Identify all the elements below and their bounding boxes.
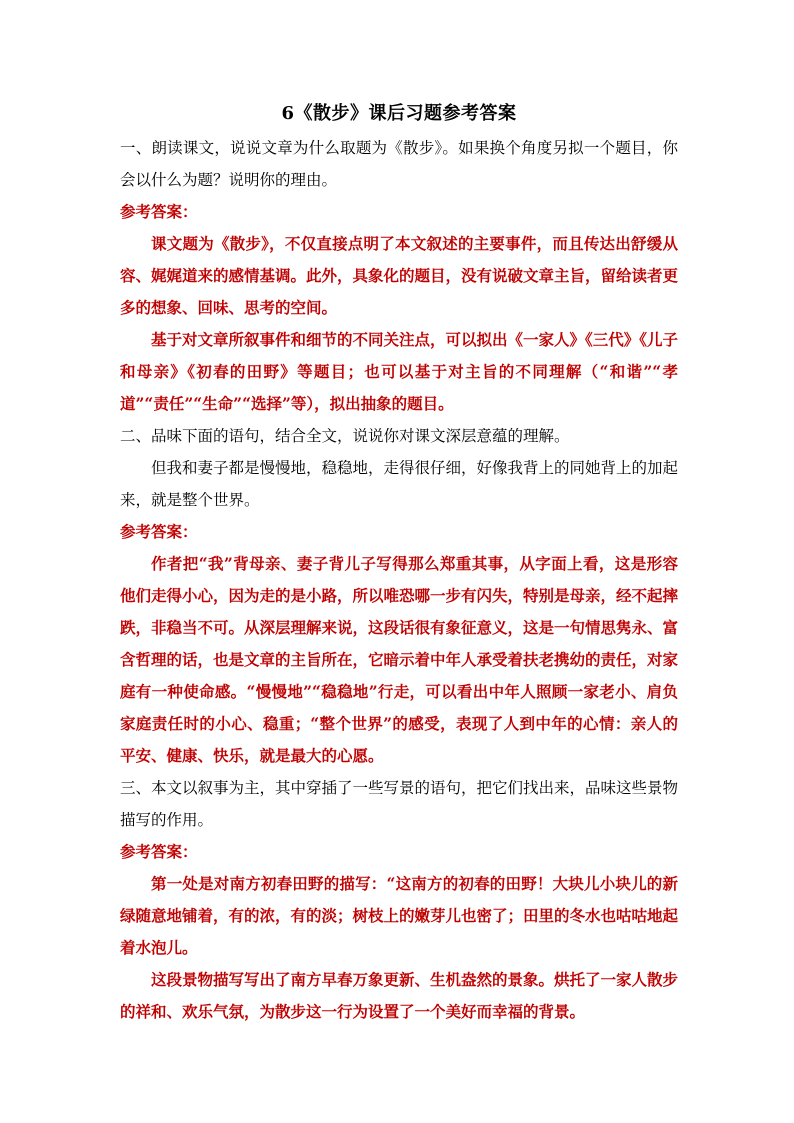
answer-label-3: 参考答案： [120,842,198,861]
question-2: 二、品味下面的语句，结合全文，说说你对课文深层意蕴的理解。 [120,427,570,445]
question-1: 一、朗读课文，说说文章为什么取题为《散步》。如果换个角度另拟一个题目，你会以什么为题？说明你的理由。 [120,139,678,189]
answer-3-paragraph-1: 第一处是对南方初春田野的描写：“这南方的初春的田野！大块儿小块儿的新绿随意地铺着，有的浓，有的淡；树枝上的嫩芽儿也密了；田里的冬水也咕咕地起着水泡儿。 [120,874,679,957]
answer-label-1: 参考答案： [120,202,198,221]
answer-3-paragraph-2: 这段景物描写写出了南方早春万象更新、生机盎然的景象。烘托了一家人散步的祥和、欢乐气氛，为散步这一行为设置了一个美好而幸福的背景。 [120,970,679,1021]
answer-2-paragraph-1: 作者把“我”背母亲、妻子背儿子写得那么郑重其事，从字面上看，这是形容他们走得小心，因为走的是小路，所以唯恐哪一步有闪失，特别是母亲，经不起摔跌，非稳当不可。从深层理解来说，这段话很有象征意义，这是一句情思隽永、富含哲理的话，也是文章的主旨所在，它暗示着中年人承受着扶老携幼的责任，对家庭有一种使命感。“慢慢地”“稳稳地”行走，可以看出中年人照顾一家老小、肩负家庭责任时的小心、稳重；“整个世界”的感受，表现了人到中年的心情：亲人的平安、健康、快乐，就是最大的心愿。 [120,554,679,765]
answer-label-2: 参考答案： [120,522,198,541]
answer-1-paragraph-1: 课文题为《散步》，不仅直接点明了本文叙述的主要事件，而且传达出舒缓从容、娓娓道来的感情基调。此外，具象化的题目，没有说破文章主旨，留给读者更多的想象、回味、思考的空间。 [120,234,679,317]
answer-1-paragraph-2: 基于对文章所叙事件和细节的不同关注点，可以拟出《一家人》《三代》《儿子和母亲》《初春的田野》等题目；也可以基于对主旨的不同理解（“和谐”“孝道”“责任”“生命”“选择”等），拟出抽象的题目。 [120,330,679,413]
question-3: 三、本文以叙事为主，其中穿插了一些写景的语句，把它们找出来，品味这些景物描写的作用。 [120,779,679,829]
page-title: 6《散步》课后习题参考答案 [281,103,517,124]
question-2-quote: 但我和妻子都是慢慢地，稳稳地，走得很仔细，好像我背上的同她背上的加起来，就是整个世界。 [120,459,679,509]
